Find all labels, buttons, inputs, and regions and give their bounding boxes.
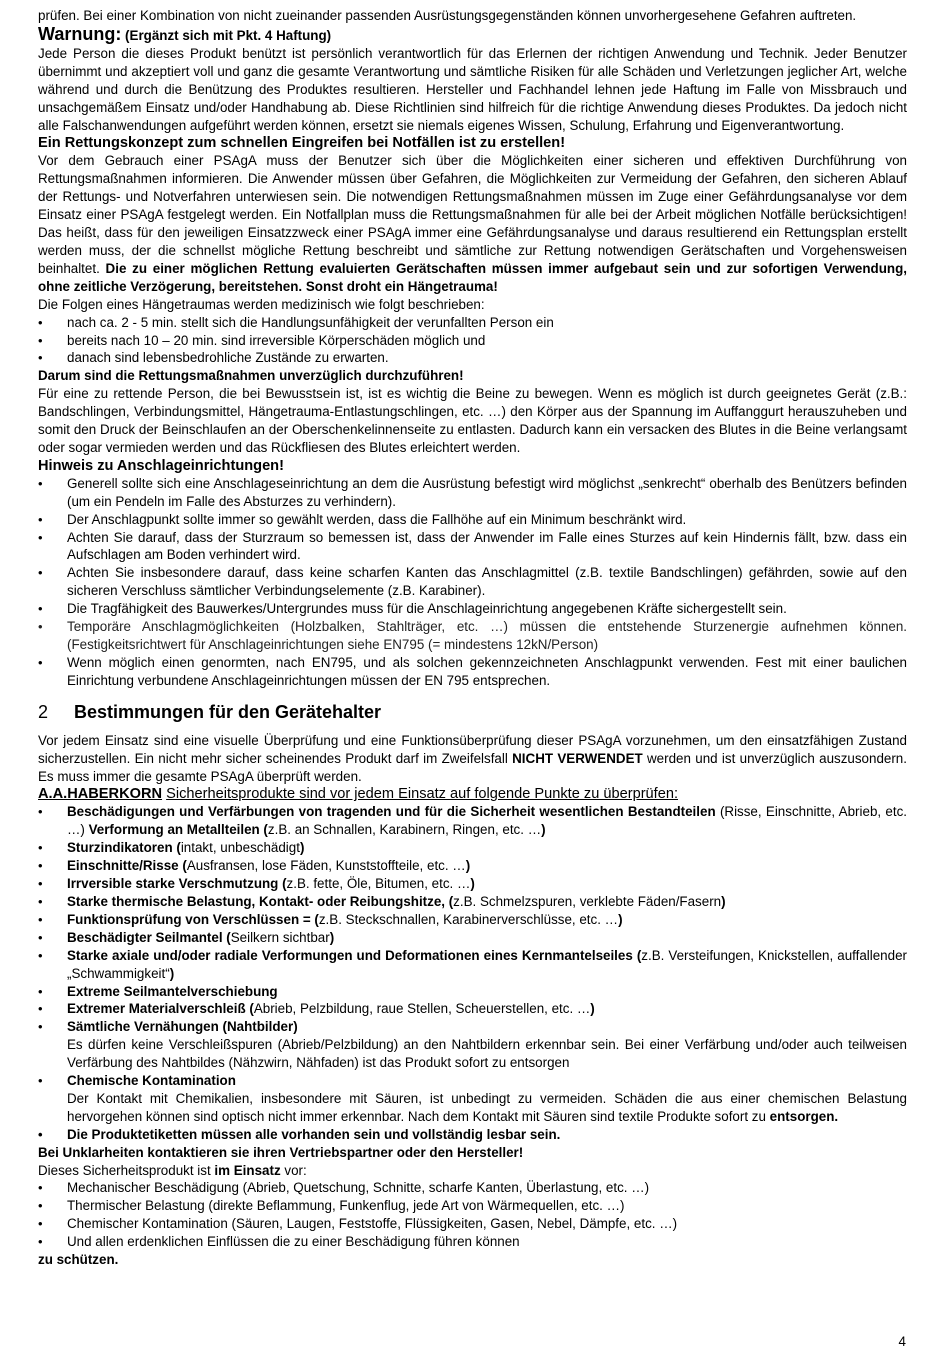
section-heading	[38, 700, 907, 724]
list-item: • nach ca. 2 - 5 min. stellt sich die Handlungsunfähigkeit der verunfallten Person ein	[38, 314, 907, 332]
intro-paragraph: prüfen. Bei einer Kombination von nicht zueinander passenden Ausrüstungsgegenständen können unvorhergesehene Gefahren auftreten.	[38, 8, 857, 23]
check-bold-text: Starke thermische Belastung, Kontakt- oder Reibungshitze, (	[67, 893, 454, 909]
check-normal-text: z.B. Steckschnallen, Karabinerverschlüsse, etc. …	[318, 911, 619, 927]
urgent-heading: Darum sind die Rettungsmaßnahmen unverzüglich durchzuführen!	[38, 368, 464, 384]
protect-intro-bold: im Einsatz	[214, 1162, 281, 1178]
warning-heading	[38, 25, 907, 45]
check-normal-text: z.B. fette, Öle, Bitumen, etc. …	[286, 876, 471, 892]
check-bold-text: Sturzindikatoren (	[67, 840, 181, 856]
list-item: • Die Produktetiketten müssen alle vorhanden sein und vollständig lesbar sein.	[38, 1126, 907, 1144]
chem-title: Chemische Kontamination	[67, 1073, 236, 1089]
protect-list	[38, 1179, 907, 1251]
list-item	[38, 947, 907, 983]
check-normal-text: Seilkern sichtbar	[230, 929, 330, 945]
check-bold-text: Extreme Seilmantelverschiebung	[67, 983, 278, 999]
section-title: Bestimmungen für den Gerätehalter	[74, 701, 382, 722]
check-normal-text: Abrieb, Pelzbildung, raue Stellen, Scheuerstellen, etc. …	[253, 1001, 591, 1017]
check-bold-text: Beschädigter Seilmantel (	[67, 929, 231, 945]
list-item	[38, 857, 907, 875]
section2-text-bold: NICHT VERWENDET	[512, 750, 643, 766]
rescue-heading: Ein Rettungskonzept zum schnellen Eingreifen bei Notfällen ist zu erstellen!	[38, 135, 566, 152]
section2-text-a: Vor jedem Einsatz sind eine visuelle Überprüfung und eine Funktionsüberprüfung dieser PSAgA vorzunehmen, um den einsatzfähigen Zustand sicherzustellen. Ein nicht mehr sicher scheinendes Produkt darf im Zweifelsfall	[38, 732, 907, 766]
list-item: • Generell sollte sich eine Anschlageseinrichtung an dem die Ausrüstung befestigt wird möglichst „senkrecht“ oberhalb des Benützers befinden (um ein Pendeln im Falle des Absturzes zu verhindern).	[38, 475, 907, 511]
check-normal-text: Ausfransen, lose Fäden, Kunststoffteile, etc. …	[186, 858, 466, 874]
check-bold-text: )	[618, 911, 623, 927]
check-heading	[38, 785, 907, 803]
list-item: • Chemischer Kontamination (Säuren, Laugen, Feststoffe, Flüssigkeiten, Gasen, Nebel, Dämpfe, etc. …)	[38, 1215, 907, 1233]
list-item: • Die Tragfähigkeit des Bauwerkes/Untergrundes muss für die Anschlageinrichtung angegebenen Kräfte sichergestellt sein.	[38, 600, 907, 618]
list-item: • bereits nach 10 – 20 min. sind irreversible Körperschäden möglich und	[38, 332, 907, 350]
list-item: • Achten Sie darauf, dass der Sturzraum so bemessen ist, dass der Anwender im Falle eines Sturzes auf kein Hindernis fällt, bzw. dass ein Aufschlagen am Boden verhindert wird.	[38, 529, 907, 565]
check-normal-text: z.B. an Schnallen, Karabinern, Ringen, etc. …	[267, 822, 542, 838]
list-item	[38, 839, 907, 857]
list-item	[38, 893, 907, 911]
protect-intro	[38, 1162, 907, 1180]
page-number: 4	[898, 1334, 906, 1349]
consequences-intro: Die Folgen eines Hängetraumas werden medizinisch wie folgt beschrieben:	[38, 296, 485, 312]
section-number: 2	[38, 701, 49, 722]
check-bold-text: Irrversible starke Verschmutzung (	[67, 876, 287, 892]
check-normal-text: (Risse, Einschnitte, Abrieb, etc. …)	[67, 804, 907, 838]
warning-title: Warnung:	[38, 23, 122, 44]
anchor-heading: Hinweis zu Anschlageinrichtungen!	[38, 457, 284, 474]
section2-text-b: werden und ist unverzüglich auszusondern. Es muss immer die gesamte PSAgA überprüft werden.	[38, 750, 907, 784]
list-item	[38, 929, 907, 947]
checks-list-2	[38, 1018, 907, 1143]
list-item: • Der Anschlagpunkt sollte immer so gewählt werden, dass die Fallhöhe auf ein Minimum beschränkt wird.	[38, 511, 907, 529]
check-bold-text: )	[465, 858, 471, 874]
chem-bold: entsorgen.	[769, 1108, 839, 1124]
checks-list	[38, 803, 907, 1018]
list-item: • Temporäre Anschlagmöglichkeiten (Holzbalken, Stahlträger, etc. …) müssen die entstehende Sturzenergie aufnehmen können. (Festigkeitsrichtwert für Anschlageinrichtungen siehe EN795 (= mindestens 12kN/Person)	[38, 618, 907, 654]
rescue-bold-text: Die zu einer möglichen Rettung evaluierten Gerätschaften müssen immer aufgebaut sein und zur sofortigen Verwendung, ohne zeitliche Verzögerung, bereitstehen. Sonst droht ein Hängetrauma!	[38, 260, 907, 294]
rescue-paragraph	[38, 152, 907, 295]
consequences-list	[38, 314, 907, 368]
list-item	[38, 1072, 907, 1126]
check-normal-text: intakt, unbeschädigt	[180, 840, 300, 856]
list-item	[38, 1018, 907, 1072]
unclear-note: Bei Unklarheiten kontaktieren sie ihren Vertriebspartner oder den Hersteller!	[38, 1144, 524, 1160]
check-bold-text: )	[541, 822, 546, 838]
check-heading-rest: Sicherheitsprodukte sind vor jedem Einsatz auf folgende Punkte zu überprüfen:	[166, 786, 679, 803]
chem-text: Der Kontakt mit Chemikalien, insbesondere mit Säuren, ist unbedingt zu vermeiden. Schäden die aus einer chemischen Belastung hervorgehen können sind optisch nicht immer erkennbar. Nach dem Kontakt mit Säuren sind textile Produkte sofort zu	[67, 1090, 907, 1124]
check-bold-text: )	[299, 840, 305, 856]
anchor-list	[38, 475, 907, 690]
check-brand: A.A.HABERKORN	[38, 786, 163, 803]
check-normal-text: z.B. Schmelzspuren, verklebte Fäden/Fasern	[453, 893, 722, 909]
protect-intro-b: vor:	[284, 1162, 307, 1178]
list-item: • Thermischer Belastung (direkte Beflammung, Funkenflug, jede Art von Wärmequellen, etc. …)	[38, 1197, 907, 1215]
check-bold-text: Einschnitte/Risse (	[67, 858, 187, 874]
check-bold-text: )	[329, 929, 335, 945]
section2-paragraph	[38, 732, 907, 786]
check-bold-text: )	[169, 965, 175, 981]
list-item: • Achten Sie insbesondere darauf, dass keine scharfen Kanten das Anschlagmittel (z.B. textile Bandschlingen) gefährden, sowie auf den sicheren Verschluss sämtlicher Verbindungselemente (z.B. Karabiner).	[38, 564, 907, 600]
check-bold-text: )	[470, 876, 475, 892]
check-bold-text: Verformung an Metallteilen (	[84, 822, 268, 838]
check-bold-text: Starke axiale und/oder radiale Verformungen und Deformationen eines Kernmantelseiles (	[67, 947, 642, 963]
check-bold-text: Beschädigungen und Verfärbungen von tragenden und für die Sicherheit wesentlichen Bestandteilen	[67, 804, 716, 820]
warning-subtitle: (Ergänzt sich mit Pkt. 4 Haftung)	[125, 27, 332, 43]
list-item: • danach sind lebensbedrohliche Zustände zu erwarten.	[38, 349, 907, 367]
list-item: • Und allen erdenklichen Einflüssen die zu einer Beschädigung führen können	[38, 1233, 907, 1251]
list-item	[38, 983, 907, 1001]
protect-intro-a: Dieses Sicherheitsprodukt ist	[38, 1162, 211, 1178]
check-normal-text: z.B. Versteifungen, Knickstellen, auffallender „Schwammigkeit“	[67, 947, 907, 981]
protect-end: zu schützen.	[38, 1252, 119, 1268]
seams-title: Sämtliche Vernähungen (Nahtbilder)	[67, 1019, 298, 1035]
rescue-text: Vor dem Gebrauch einer PSAgA muss der Benutzer sich über die Möglichkeiten einer sicheren und effektiven Durchführung von Rettungsmaßnahmen informieren. Die Anwender müssen über Gefahren, die Möglichkeiten zur Vermeidung der Gefahren, den sicheren Ablauf der Rettungs- und Notverfahren unterwiesen sein. Die notwendigen Rettungsmaßnahmen müssen im Zuge einer Gefährdungsanalyse vor dem Einsatz einer PSAgA festgelegt werden. Ein Notfallplan muss die Rettungsmaßnahmen für alle bei der Arbeit möglichen Notfälle berücksichtigen! Das heißt, dass für den jeweiligen Einsatzzweck einer PSAgA immer eine Gefährdungsanalyse und daraus resultierend ein Rettungsplan erstellt werden muss, der die schnellst mögliche Rettung beschreibt und sämtliche zur Rettung notwendigen Gerätschaften und Vorgehensweisen beinhaltet.	[38, 153, 907, 276]
document-page	[38, 7, 907, 1269]
check-bold-text: )	[590, 1001, 595, 1017]
list-item	[38, 875, 907, 893]
seams-text: Es dürfen keine Verschleißspuren (Abrieb/Pelzbildung) an den Nahtbildern erkennbar sein. Bei einer Verfärbung und/oder auch teilweisen Verfärbung des Nahtbildes (Nähzwirn, Nähfaden) ist das Produkt sofort zu entsorgen	[67, 1037, 907, 1071]
list-item	[38, 803, 907, 839]
check-bold-text: Funktionsprüfung von Verschlüssen = (	[67, 911, 319, 927]
list-item	[38, 911, 907, 929]
rescue-paragraph-2: Für eine zu rettende Person, die bei Bewusstsein ist, ist es wichtig die Beine zu bewegen. Wenn es möglich ist durch geeignetes Gerät (z.B.: Bandschlingen, Verbindungsmittel, Hängetrauma-Entlastungschlingen, etc. …) den Körper aus der Spannung im Auffanggurt herauszuheben und somit den Druck der Beinschlaufen an der Oberschenkelinnenseite zu entlasten. Dadurch kann ein versacken des Blutes in die Beine verlangsamt oder sogar vermieden werden und das Rückfliesen des Blutes erleichtert werden.	[38, 386, 907, 455]
list-item	[38, 1000, 907, 1018]
check-bold-text: )	[721, 893, 726, 909]
list-item: • Wenn möglich einen genormten, nach EN795, und als solchen gekennzeichneten Anschlagpunkt verwenden. Fest mit einer baulichen Einrichtung verbundene Anschlageinrichtungen müssen der EN 795 entsprechen.	[38, 654, 907, 690]
check-bold-text: Extremer Materialverschleiß (	[67, 1001, 254, 1017]
warning-paragraph: Jede Person die dieses Produkt benützt ist persönlich verantwortlich für das Erlernen der richtigen Anwendung und Technik. Jeder Benutzer übernimmt und akzeptiert voll und ganz die gesamte Verantwortung und sämtliche Risiken für alle Schäden und Verletzungen jeglicher Art, welche während und durch die Benützung des Produktes resultieren. Hersteller und Fachhandel lehnen jede Haftung im Falle von Missbrauch und unsachgemäßem Einsatz und/oder Handhabung ab. Diese Richtlinien sind hilfreich für die richtige Anwendung dieses Produktes. Da jedoch nicht alle Falschanwendungen aufgeführt werden können, ersetzt sie niemals eigenes Wissen, Schulung, Erfahrung und Eigenverantwortung.	[38, 45, 907, 133]
list-item: • Mechanischer Beschädigung (Abrieb, Quetschung, Schnitte, scharfe Kanten, Überlastung, etc. …)	[38, 1179, 907, 1197]
